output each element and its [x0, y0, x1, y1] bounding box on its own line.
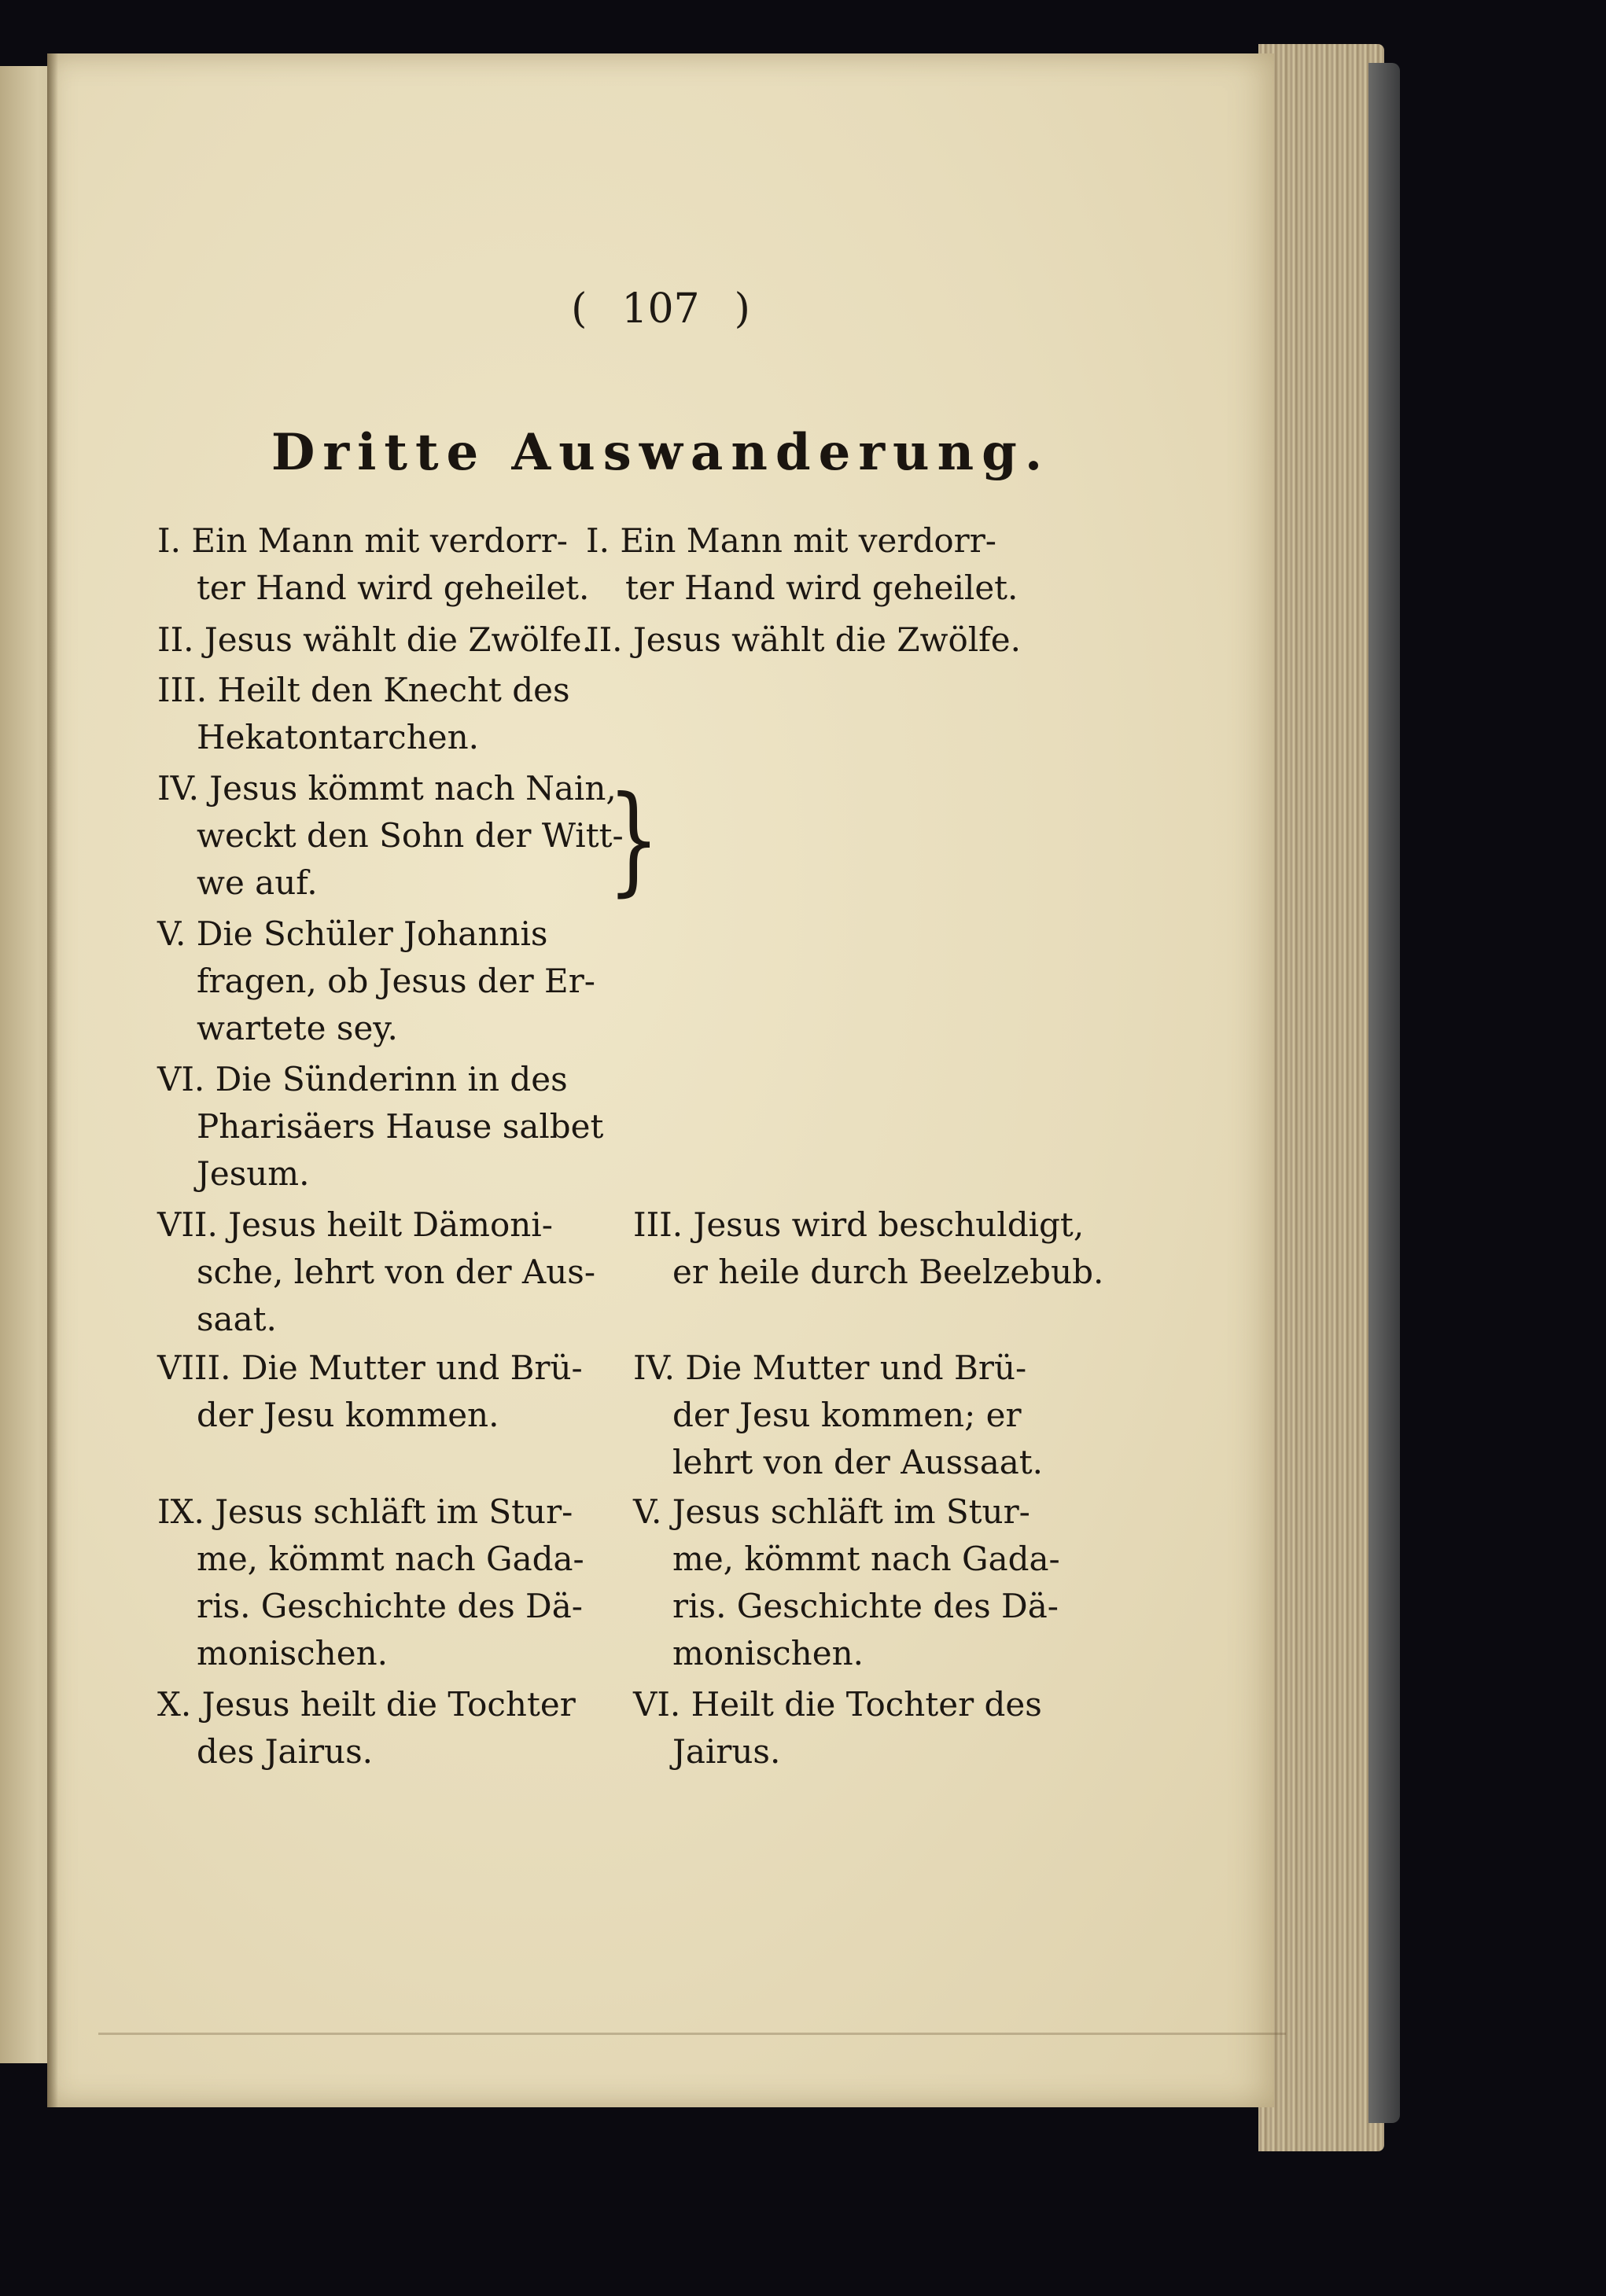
entry-line: der Jesu kommen; er: [672, 1396, 1022, 1434]
page-number: 107: [621, 285, 700, 333]
right-entry-2: [586, 616, 1074, 664]
page-header: [47, 285, 1274, 333]
left-entry-3: [157, 667, 629, 761]
entry-number: VIII.: [157, 1349, 231, 1387]
left-entry-5: [157, 911, 629, 1052]
entry-line: Jairus.: [672, 1732, 781, 1771]
entry-number: IV.: [633, 1349, 675, 1387]
entry-line: Die Schüler Johannis: [196, 914, 548, 953]
entry-line: lehrt von der Aussaat.: [672, 1443, 1044, 1481]
book-page: [47, 53, 1274, 2107]
grouping-brace: }: [607, 771, 661, 908]
entry-line: Ein Mann mit verdorr-: [191, 521, 568, 560]
entry-line: ter Hand wird geheilet.: [197, 568, 590, 607]
left-entry-2: [157, 616, 629, 664]
entry-line: ris. Geschichte des Dä-: [197, 1587, 583, 1625]
left-entry-1: [157, 517, 629, 612]
entry-line: der Jesu kommen.: [197, 1396, 499, 1434]
entry-line: saat.: [197, 1300, 277, 1338]
entry-line: fragen, ob Jesus der Er-: [197, 962, 595, 1000]
entry-line: Jesus heilt Dämoni-: [228, 1205, 553, 1244]
right-entry-3: [633, 1201, 1121, 1296]
entry-number: IX.: [157, 1492, 204, 1531]
right-entry-5: [633, 1488, 1121, 1677]
entry-number: X.: [157, 1685, 192, 1724]
entry-line: Die Mutter und Brü-: [241, 1349, 583, 1387]
entry-number: II.: [586, 620, 623, 659]
right-entry-6: [633, 1681, 1121, 1775]
left-entry-9: [157, 1488, 629, 1677]
entry-line: Jesus wird beschuldigt,: [693, 1205, 1085, 1244]
right-entry-1: [586, 517, 1074, 612]
header-right-bracket: ): [734, 285, 750, 333]
entry-line: Jesus schläft im Stur-: [215, 1492, 573, 1531]
entry-line: Jesus schläft im Stur-: [672, 1492, 1030, 1531]
left-entry-6: [157, 1056, 629, 1198]
entry-line: ris. Geschichte des Dä-: [672, 1587, 1059, 1625]
entry-line: sche, lehrt von der Aus-: [197, 1253, 596, 1291]
entry-line: Jesus kömmt nach Nain,: [209, 769, 617, 808]
entry-line: des Jairus.: [197, 1732, 373, 1771]
entry-number: III.: [157, 671, 208, 709]
book-cover-edge: [1368, 63, 1400, 2123]
left-entry-7: [157, 1201, 629, 1343]
entry-line: weckt den Sohn der Witt-: [197, 816, 624, 855]
entry-number: V.: [633, 1492, 662, 1531]
entry-line: Jesus heilt die Tochter: [201, 1685, 576, 1724]
entry-number: V.: [157, 914, 186, 953]
page-block-edges: [1258, 44, 1384, 2151]
entry-line: Heilt den Knecht des: [217, 671, 570, 709]
entry-line: Jesum.: [197, 1154, 310, 1193]
entry-number: VII.: [157, 1205, 218, 1244]
entry-number: III.: [633, 1205, 683, 1244]
entry-number: VI.: [633, 1685, 681, 1724]
entry-line: Die Mutter und Brü-: [685, 1349, 1027, 1387]
entry-line: monischen.: [197, 1634, 388, 1672]
left-entry-10: [157, 1681, 629, 1775]
entry-line: we auf.: [197, 863, 318, 902]
entry-number: IV.: [157, 769, 199, 808]
header-left-bracket: (: [571, 285, 588, 333]
entry-line: me, kömmt nach Gada-: [672, 1540, 1060, 1578]
page-fold-line: [98, 2033, 1286, 2035]
entry-line: Hekatontarchen.: [197, 718, 480, 756]
entry-line: er heile durch Beelzebub.: [672, 1253, 1104, 1291]
page-gutter-shadow: [47, 53, 58, 2107]
entry-line: Jesus wählt die Zwölfe.: [632, 620, 1021, 659]
right-entry-4: [633, 1345, 1121, 1486]
entry-number: I.: [586, 521, 610, 560]
left-entry-4: [157, 765, 629, 907]
entry-line: ter Hand wird geheilet.: [625, 568, 1018, 607]
entry-line: monischen.: [672, 1634, 864, 1672]
entry-number: II.: [157, 620, 194, 659]
entry-line: me, kömmt nach Gada-: [197, 1540, 584, 1578]
entry-number: I.: [157, 521, 181, 560]
entry-line: Pharisäers Hause salbet: [197, 1107, 604, 1146]
entry-line: Ein Mann mit verdorr-: [620, 521, 996, 560]
entry-line: wartete sey.: [197, 1009, 398, 1047]
entry-line: Jesus wählt die Zwölfe.: [204, 620, 592, 659]
entry-line: Die Sünderinn in des: [215, 1060, 568, 1098]
entry-number: VI.: [157, 1060, 205, 1098]
left-entry-8: [157, 1345, 629, 1439]
entry-line: Heilt die Tochter des: [691, 1685, 1042, 1724]
chapter-title: Dritte Auswanderung.: [271, 423, 1051, 482]
